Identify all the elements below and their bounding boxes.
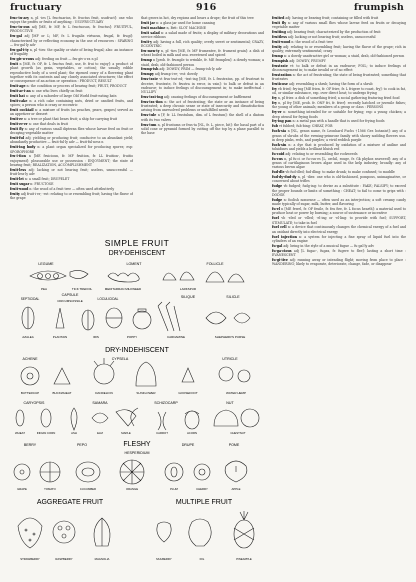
svg-text:CUCUMBER: CUCUMBER bbox=[79, 487, 97, 491]
entry-definition: n: a metal pan with a handle that is used for frying foods bbox=[292, 119, 385, 124]
entry-headword: fruit fly bbox=[272, 20, 287, 25]
entry-definition: n: a salad made of fruits; a display of military decorations and service ribbons bbox=[141, 30, 264, 39]
entry-headword: frumpish bbox=[272, 58, 289, 63]
svg-text:PEA: PEA bbox=[40, 287, 48, 291]
entry-headword: fu·cus bbox=[272, 156, 283, 161]
svg-text:BERRY: BERRY bbox=[23, 443, 37, 447]
svg-text:RASPBERRY: RASPBERRY bbox=[55, 557, 73, 561]
dictionary-entry bbox=[10, 177, 133, 181]
entry-definition: adj: DOWDY, PRIM — frump·ish·ly adv bbox=[159, 67, 222, 72]
svg-text:AZALEA: AZALEA bbox=[22, 335, 34, 339]
svg-text:CHERRY: CHERRY bbox=[196, 487, 208, 491]
left-dictionary-column bbox=[10, 16, 133, 236]
svg-text:MULBERRY: MULBERRY bbox=[156, 557, 172, 561]
entry-headword: fud·dy-dud·dy bbox=[272, 175, 297, 180]
entry-headword: fruit·let bbox=[10, 177, 24, 182]
dictionary-entry bbox=[10, 122, 133, 126]
entry-headword: frustration bbox=[272, 72, 292, 77]
svg-text:PLANTAIN: PLANTAIN bbox=[52, 335, 68, 339]
entry-definition: n: a device that continuously changes the chemical energy of a fuel and an oxidant directly into electrical energy bbox=[272, 225, 406, 234]
entry-definition: adj: causing feelings of discouragement or bafflement bbox=[163, 94, 252, 99]
dictionary-entry bbox=[272, 16, 406, 20]
entry-definition: n [ME fruicioun, fr. MF fruition, fr. LL fruition-, fruitio enjoyment]: pleasurable use or possession : ENJOYMENT; the state of bearing fruit; REALIZATION, ACCOMPLISHMENT bbox=[10, 154, 133, 167]
entry-headword: fruit bat bbox=[10, 93, 25, 98]
entry-definition: n [F, fr. LL frustulum, dim. of L frustum]: the shell of a diatom with its two valves bbox=[141, 113, 264, 122]
entry-definition: that grows in hot, dry regions and bears a drupe; the fruit of this tree bbox=[141, 16, 254, 20]
svg-text:PEPO: PEPO bbox=[77, 443, 87, 447]
entry-definition: adj: resembling a shrub; having the form of a shrub bbox=[288, 82, 373, 87]
entry-headword: fruit salad bbox=[141, 30, 160, 35]
plate-title: SIMPLE FRUIT bbox=[104, 238, 170, 248]
dictionary-entry bbox=[141, 77, 264, 94]
entry-headword: fry·ing pan bbox=[272, 119, 292, 124]
entry-definition: n, Brit: SLOT MACHINE bbox=[166, 25, 206, 30]
svg-text:PLUM: PLUM bbox=[170, 487, 178, 491]
entry-headword: fuel bbox=[272, 216, 279, 221]
dictionary-entry bbox=[141, 31, 264, 40]
svg-text:CARDAMINE: CARDAMINE bbox=[166, 335, 186, 339]
dictionary-entry bbox=[272, 73, 406, 82]
svg-text:GOOSEFOOT: GOOSEFOOT bbox=[178, 391, 198, 395]
dictionary-entry bbox=[141, 123, 264, 136]
entry-definition: vt: to balk or defeat in an endeavor; FOIL; to induce feelings of discouragement in; to make invalid or of no effect bbox=[272, 63, 406, 73]
entry-definition: adj: being in the style of a musical fugue — fu·gal·ly adv bbox=[283, 243, 375, 248]
dictionary-entry bbox=[141, 21, 264, 25]
dictionary-entry bbox=[272, 119, 406, 123]
entry-headword: fruit jar bbox=[141, 20, 156, 25]
entry-headword: fru·giv·o·rous bbox=[10, 57, 35, 62]
entry-definition: adj: feeding on fruit — fru·giv·o·ra n pl bbox=[35, 57, 98, 62]
entry-definition: n: a dowdy unattractive girl or woman; a staid, drab, old-fashioned person bbox=[284, 53, 405, 58]
dictionary-entry bbox=[272, 64, 406, 73]
svg-text:CHESTNUT: CHESTNUT bbox=[230, 431, 246, 435]
entry-definition: adj: yielding or producing fruit; conducive to an abundant yield; abundantly productive — fruit·ful·ly adv — fruit·ful·ness n bbox=[10, 136, 133, 145]
entry-headword: fry bbox=[272, 101, 277, 106]
entry-headword: frus·tra·tion bbox=[141, 99, 163, 104]
entry-headword: frump bbox=[272, 53, 283, 58]
dictionary-entry bbox=[10, 182, 133, 186]
entry-definition: n: any of various small dipteran flies whose larvae feed on fruit or decaying vegetable matter bbox=[10, 126, 133, 136]
svg-text:ACORN: ACORN bbox=[186, 431, 198, 435]
entry-definition: adj: lacking or not bearing fruit; useless, unsuccessful — fruit·less·ly adv bbox=[10, 167, 133, 177]
entry-definition: adj [L fugac-, fugax, fr. fugere to flee]: lasting a short time : EVANESCENT bbox=[272, 248, 406, 257]
svg-text:ELM: ELM bbox=[97, 431, 103, 435]
entry-definition: n: the condition or process of bearing fruit; FRUIT, PRODUCT bbox=[26, 84, 127, 89]
entry-headword: fu·ga·cious bbox=[272, 248, 292, 253]
entry-definition: n, pl -dies: one who is old-fashioned, pompous, unimaginative, or concerned about trifles bbox=[272, 175, 406, 184]
svg-text:ACHENE: ACHENE bbox=[22, 357, 38, 361]
entry-headword: fruit·age bbox=[10, 84, 26, 89]
entry-definition: n, pl frustums or frus·ta [NL, fr. L, piece, bit]: the basal part of a solid cone or pyramid formed by cutting off the top by a plane parallel to the base bbox=[141, 122, 264, 136]
entry-headword: fruit bbox=[10, 61, 19, 66]
entry-headword: fuel injection bbox=[272, 234, 297, 239]
entry-definition: n: the act of frustrating; the state of being frustrated; something that frustrates bbox=[272, 72, 406, 82]
entry-headword: fry·er bbox=[272, 110, 282, 115]
entry-headword: frump bbox=[141, 58, 152, 63]
entry-headword: frustrate bbox=[272, 63, 288, 68]
svg-text:STRAWBERRY: STRAWBERRY bbox=[20, 557, 40, 561]
entry-definition: vb fudged; fudg·ing: to devise as a substitute : FAKE; FALSIFY; to exceed the proper bounds or limits of something : CHEAT; to fail to come to grips with : DODGE bbox=[272, 184, 406, 197]
entry-headword: fruticose bbox=[272, 82, 288, 87]
loment-label: LOMENT bbox=[126, 262, 142, 266]
entry-definition: n: the wood of a fruit tree — often used attributively bbox=[29, 186, 115, 191]
entry-definition: n: a plant organ specialized for producing spores; esp: SPOROPHORE bbox=[10, 145, 133, 154]
svg-text:MAPLE: MAPLE bbox=[121, 431, 131, 435]
entry-headword: fub bbox=[272, 124, 278, 129]
entry-definition: n: any of a suborder of large Old World fruit-eating bats bbox=[25, 93, 117, 98]
entry-headword: fruity bbox=[272, 44, 282, 49]
svg-text:SCHIZOCARP: SCHIZOCARP bbox=[154, 401, 178, 405]
entry-definition: vb -eled or -elled; -el·ing or -el·ling: to provide with fuel; SUPPORT, STIMULATE; to take in fuel bbox=[272, 216, 406, 225]
entry-definition: n: a glass jar used for home canning bbox=[156, 20, 215, 25]
entry-definition: n: foolish nonsense — often used as an interjection; a soft creamy candy made typically of sugar, milk, butter, and flavoring bbox=[272, 197, 406, 207]
dictionary-entry bbox=[141, 49, 264, 58]
entry-definition: n, pl fry [ME, prob. fr. ONF fri, fr. frier]: recently hatched or juvenile fishes; the young of other animals; members of a group or class : PERSONS bbox=[272, 101, 406, 110]
right-dictionary-column bbox=[272, 16, 406, 572]
entry-definition: n: a small fruit; DRUPELET bbox=[24, 177, 70, 182]
entry-headword: fruitless bbox=[272, 34, 287, 39]
dictionary-entry bbox=[10, 89, 133, 93]
page-header bbox=[0, 0, 416, 15]
entry-headword: fruiting bbox=[272, 30, 286, 35]
entry-definition: adj: relating to or resembling fruit; having the flavor of the grape; rich in quality; extremely sentimental; crazy bbox=[272, 44, 406, 54]
dictionary-entry bbox=[272, 35, 406, 39]
entry-definition: n: one who lives chiefly on fruit bbox=[31, 88, 83, 93]
dictionary-entry bbox=[10, 145, 133, 154]
entry-headword: frus·trat·ing bbox=[141, 94, 163, 99]
group-aggregate-fruit: AGGREGATE FRUIT bbox=[36, 499, 104, 506]
entry-definition: adj: having or bearing fruit; containing or filled with fruit bbox=[285, 16, 379, 20]
dictionary-entry bbox=[272, 21, 406, 30]
svg-text:CYPSELA: CYPSELA bbox=[111, 357, 129, 361]
svg-text:CARROT: CARROT bbox=[156, 431, 168, 435]
dictionary-entry bbox=[10, 25, 133, 34]
svg-text:POME: POME bbox=[228, 443, 240, 447]
dictionary-entry bbox=[141, 95, 264, 99]
group-multiple-fruit: MULTIPLE FRUIT bbox=[175, 499, 233, 506]
dictionary-entry bbox=[141, 40, 264, 49]
entry-definition: adj [ME, fr. MF, fr. L fructuosus, fr. fructus]: FRUITFUL, PRODUCTIVE bbox=[10, 25, 133, 34]
svg-text:TICK TREFOIL: TICK TREFOIL bbox=[71, 287, 93, 291]
entry-headword: fruit machine bbox=[141, 25, 166, 30]
entry-headword: fruit·y bbox=[141, 39, 153, 44]
svg-text:SILIQUE: SILIQUE bbox=[180, 295, 196, 299]
entry-definition: adj: lacking or not bearing fruit; useless, unsuccessful bbox=[287, 34, 376, 39]
dictionary-entry bbox=[272, 225, 406, 234]
entry-headword: fruit·ful bbox=[10, 136, 25, 141]
entry-definition: adj: bearing fruit; characterized by the production of fruit bbox=[286, 30, 381, 35]
svg-text:CARYOPSIS: CARYOPSIS bbox=[23, 401, 45, 405]
dictionary-entry bbox=[272, 157, 406, 170]
entry-definition: n, pl fu·ci or fu·cus·es [L, orchil, rouge, fr. Gk phykos seaweed]: any of a genus of cartilaginous brown algae used in the kelp industry; broadly: any of various brown algae bbox=[272, 156, 406, 170]
entry-headword: fry bbox=[272, 86, 277, 91]
entry-definition: n: a rich cake containing nuts, dried or candied fruits, and spices; a person who is crazy or eccentric bbox=[10, 98, 133, 107]
svg-text:SUNFLOWER: SUNFLOWER bbox=[136, 391, 156, 395]
svg-text:MAGNOLIA: MAGNOLIA bbox=[94, 557, 110, 561]
entry-definition: n: one that deals in fruit bbox=[28, 121, 68, 126]
svg-text:TOMATO: TOMATO bbox=[44, 487, 56, 491]
entry-definition: n: something intended for or suitable for frying; esp: a young chicken; a deep utensil for frying foods bbox=[272, 110, 406, 119]
entry-definition: n: a dye that is produced by oxidation of a mixture of aniline and toluidines and yields a brilliant bluish red bbox=[272, 142, 406, 151]
entry-definition: adj: relating to or resembling the rockweeds bbox=[285, 151, 358, 156]
entry-definition: vb fried; fry·ing [ME frien, fr. OF frire, fr. L frigere to roast, fry]: to cook in fat, oil, or similar substance, esp. over direct heat; to undergo frying bbox=[272, 86, 406, 96]
entry-headword: fuch·sin bbox=[272, 142, 287, 147]
fruit-illustration-plate bbox=[8, 236, 266, 576]
dictionary-entry bbox=[10, 136, 133, 145]
dictionary-entry bbox=[272, 45, 406, 54]
svg-text:BUTTERCUP: BUTTERCUP bbox=[20, 391, 40, 395]
entry-headword: fruit·ing body bbox=[10, 145, 36, 150]
entry-definition: n [prob. fr. frumple to wrinkle, fr. ME fromplen]: a dowdy woman; a staid, drab, old-fashioned person bbox=[141, 58, 264, 67]
dictionary-entry bbox=[272, 40, 406, 44]
entry-headword: fru·men·ty bbox=[141, 49, 160, 54]
dictionary-entry bbox=[272, 96, 406, 100]
dictionary-entry bbox=[141, 58, 264, 67]
entry-definition: n, pl -ies [L fructuarius, fr. fructus fruit, usufruct]: one who enjoys the profits or fruits of anything : USUFRUCTUARY bbox=[10, 16, 133, 25]
left-guide-word: fructuary bbox=[10, 2, 62, 13]
dictionary-entry bbox=[272, 87, 406, 96]
dictionary-entry bbox=[141, 26, 264, 30]
dictionary-entry bbox=[272, 244, 406, 248]
entry-definition: n [ME fewel, fr. OF feuile, fr. feu fire, fr. L focus hearth]: a material used to produce heat or power by burning; a source of sustenance or incentive bbox=[272, 207, 406, 216]
entry-headword: fud·dle bbox=[272, 170, 285, 175]
entry-headword: fru·i·tion bbox=[10, 154, 26, 159]
dictionary-entry bbox=[272, 152, 406, 156]
page-number: 916 bbox=[196, 2, 217, 13]
svg-text:WHEAT: WHEAT bbox=[15, 431, 25, 435]
dictionary-entry bbox=[272, 129, 406, 142]
dictionary-entry bbox=[10, 48, 133, 57]
entry-headword: fry bbox=[272, 96, 277, 101]
svg-text:MEDITARRAN MILKWEED: MEDITARRAN MILKWEED bbox=[104, 287, 142, 291]
dictionary-entry bbox=[272, 124, 406, 128]
entry-headword: fu·gal bbox=[272, 243, 283, 248]
dictionary-entry bbox=[141, 113, 264, 122]
dictionary-entry bbox=[10, 57, 133, 61]
dictionary-entry bbox=[272, 207, 406, 216]
svg-text:CIRCUMSCISSILE: CIRCUMSCISSILE bbox=[57, 299, 83, 303]
entry-headword: fu·el bbox=[272, 207, 281, 212]
entry-definition: n: any of various small flies whose larvae feed on fruits or decaying vegetable matter bbox=[272, 20, 406, 30]
dictionary-entry bbox=[141, 16, 264, 20]
entry-headword: fruit·wood bbox=[10, 186, 29, 191]
entry-definition: vt fubbed; fub·bing: CHEAT, FOB bbox=[278, 124, 333, 129]
dictionary-entry bbox=[272, 110, 406, 119]
dictionary-entry bbox=[141, 72, 264, 76]
middle-dictionary-column bbox=[141, 16, 264, 236]
entry-definition: n: a tree or plant that bears fruit; a ship for carrying fruit bbox=[23, 117, 117, 122]
svg-text:POPPY: POPPY bbox=[126, 335, 138, 339]
entry-headword: frus·tule bbox=[141, 113, 157, 118]
dictionary-entry bbox=[272, 54, 406, 58]
group-dry-indehiscent: DRY-INDEHISCENT bbox=[105, 347, 169, 354]
entry-definition: n: the act of frustrating; the state or an instance of being frustrated; a deep chronic sense or state of insecurity and dissatisfaction arising from unresolved problems or unfulfilled needs bbox=[141, 99, 264, 113]
dictionary-entry bbox=[272, 249, 406, 258]
dictionary-entry bbox=[272, 258, 406, 267]
dictionary-entry bbox=[272, 175, 406, 184]
dictionary-entry bbox=[10, 94, 133, 98]
entry-headword: fruc·tu·ous bbox=[10, 25, 30, 30]
entry-headword: fru·gal·i·ty bbox=[10, 47, 29, 52]
svg-text:PINEAPPLE: PINEAPPLE bbox=[236, 557, 252, 561]
svg-text:WATER HEMP: WATER HEMP bbox=[226, 391, 246, 395]
entry-headword: fudge bbox=[272, 184, 283, 189]
entry-headword: fuel cell bbox=[272, 225, 287, 230]
svg-text:NUT: NUT bbox=[226, 401, 234, 405]
entry-headword: fru·gal bbox=[10, 34, 22, 39]
entry-definition: n: a mixture of fruits (as peaches, pears, grapes) served as an appetizer or dessert bbox=[10, 107, 133, 117]
dictionary-entry bbox=[10, 168, 133, 177]
svg-text:INDIAN CORN: INDIAN CORN bbox=[36, 431, 56, 435]
svg-text:BUCKWHEAT: BUCKWHEAT bbox=[52, 391, 72, 395]
entry-headword: fruit sugar bbox=[10, 181, 30, 186]
dictionary-entry bbox=[272, 198, 406, 207]
entry-headword: fu·coid bbox=[272, 151, 285, 156]
dictionary-entry bbox=[10, 127, 133, 136]
dictionary-entry bbox=[10, 16, 133, 25]
svg-text:GRAPE: GRAPE bbox=[17, 487, 27, 491]
entry-definition: adj [MF or L; MF, fr. L frugalis virtuous, frugal, fr. frugi]: characterized by or reflecting economy in the use of resources : SPARING — fru·gal·ly adv bbox=[10, 34, 133, 47]
dictionary-entry bbox=[10, 108, 133, 117]
entry-definition: n, pl fries: a dish of something fried; a social gathering featuring fried food bbox=[277, 96, 400, 101]
svg-text:IRIS: IRIS bbox=[93, 335, 99, 339]
entry-headword: frumpy bbox=[141, 72, 154, 77]
entry-definition: adj: having a full, rich quality; overly sweet or sentimental; CRAZY, ECCENTRIC bbox=[141, 39, 264, 49]
svg-text:DRUPE: DRUPE bbox=[181, 443, 195, 447]
entry-definition: n: FRUCTOSE bbox=[30, 181, 54, 186]
entry-headword: fruit·er·er bbox=[10, 121, 28, 126]
entry-headword: fruited bbox=[272, 16, 285, 20]
svg-text:SILICLE: SILICLE bbox=[226, 295, 240, 299]
svg-text:LOCULICIDAL: LOCULICIDAL bbox=[97, 297, 119, 301]
svg-text:ASH: ASH bbox=[71, 431, 77, 435]
dictionary-entry bbox=[10, 62, 133, 83]
entry-headword: frus·trate bbox=[141, 77, 158, 82]
entry-headword: fu·gi·tive bbox=[272, 257, 288, 262]
dictionary-entry bbox=[272, 59, 406, 63]
svg-text:CAPSULE: CAPSULE bbox=[61, 293, 79, 297]
dictionary-entry bbox=[10, 99, 133, 108]
svg-text:SAMARA: SAMARA bbox=[92, 401, 108, 405]
dictionary-entry bbox=[272, 82, 406, 86]
entry-headword: fruit·er bbox=[10, 117, 23, 122]
entry-definition: n [NL, genus name, fr. Leonhard Fuchs †1566 Ger. botanist]: any of a genus of shrubs of the evening-primrose family with showy nodding flowers usu. in deep pinks, reds, and purples; a vivid reddish purple bbox=[272, 129, 406, 142]
entry-headword: fruit·cake bbox=[10, 98, 28, 103]
dictionary-entry bbox=[272, 30, 406, 34]
dictionary-entry bbox=[10, 187, 133, 191]
right-guide-word: frumpish bbox=[353, 2, 404, 13]
svg-text:SEPTICIDAL: SEPTICIDAL bbox=[20, 297, 40, 301]
entry-headword: frump·ish bbox=[141, 67, 159, 72]
dictionary-entry bbox=[272, 101, 406, 110]
entry-definition: adj fruit·i·er; -est: relating to or resembling fruit; having the flavor of the grape bbox=[10, 191, 133, 201]
entry-definition: n: the wood of a fruit tree bbox=[291, 39, 334, 44]
entry-definition: adj: DOWDY, FRUMPY bbox=[289, 58, 326, 63]
svg-text:DANDELION: DANDELION bbox=[95, 391, 113, 395]
dictionary-entry bbox=[272, 143, 406, 152]
svg-text:APPLE: APPLE bbox=[231, 487, 241, 491]
legume-label: LEGUME bbox=[38, 262, 54, 266]
svg-text:UTRICLE: UTRICLE bbox=[222, 357, 238, 361]
entry-headword: fruit fly bbox=[10, 126, 24, 131]
dictionary-entry bbox=[10, 117, 133, 121]
entry-headword: fudge bbox=[272, 197, 283, 202]
entry-headword: fruit cocktail bbox=[10, 107, 34, 112]
dictionary-entry bbox=[272, 216, 406, 225]
entry-definition: n [ME, fr. OF, fr. L fructus fruit, use, fr. frui to enjoy]: a product of plant growth (as grain, vegetables, or cotton); the usually edible reproductive body of a seed plant; the ripened ovary of a flowering plant together with its contents and any closely associated structures; the effect or consequence of an action or operation : PRODUCT, RESULT bbox=[10, 61, 133, 84]
dictionary-entry bbox=[10, 154, 133, 167]
entry-headword: fruity bbox=[10, 191, 20, 196]
entry-definition: vt frus·trat·ed; -trat·ing [ME, fr. L frustratus, pp. of frustrari to deceive, frustrate, fr. frustra in error, in vain]: to balk or defeat in an endeavor; to induce feelings of discouragement in; to make ineffectual : NULLIFY bbox=[141, 77, 264, 95]
entry-headword: fruit·ar·i·an bbox=[10, 88, 31, 93]
entry-definition: n, pl -ties [ME, fr. MF frumentee, fr. frument grain]: a dish of wheat boiled in milk and usu. sweetened and spiced bbox=[141, 49, 264, 58]
dictionary-entry bbox=[141, 100, 264, 113]
svg-text:LARKSPUR: LARKSPUR bbox=[179, 287, 197, 291]
svg-text:HESPERIDIUM: HESPERIDIUM bbox=[124, 451, 150, 455]
entry-headword: frus·tum bbox=[141, 122, 157, 127]
entry-headword: fruit·wood bbox=[272, 39, 291, 44]
dictionary-entry bbox=[10, 34, 133, 47]
dictionary-entry bbox=[272, 170, 406, 174]
entry-definition: vb fud·dled; fud·dling: to make drunk; to make confused; to muddle bbox=[285, 170, 395, 175]
group-dry-dehiscent: DRY-DEHISCENT bbox=[108, 250, 166, 257]
entry-definition: adj: running away or intending flight; moving from place to place : WANDERING; likely to evaporate, deteriorate, change, fade, or disappear bbox=[272, 257, 406, 267]
svg-text:SHEPHERD'S PURSE: SHEPHERD'S PURSE bbox=[214, 335, 246, 339]
entry-headword: fuch·sia bbox=[272, 129, 287, 134]
dictionary-entry bbox=[141, 67, 264, 71]
entry-definition: n: a system for injecting a fine spray of liquid fuel into the cylinders of an engine bbox=[272, 234, 406, 243]
follicle-label: FOLLICLE bbox=[206, 262, 224, 266]
entry-definition: adj frump·i·er; -est: dowdy bbox=[154, 72, 198, 77]
dictionary-entry bbox=[272, 235, 406, 244]
entry-headword: fruc·tu·ary bbox=[10, 16, 29, 20]
svg-text:FIG: FIG bbox=[199, 557, 205, 561]
dictionary-entry bbox=[10, 192, 133, 201]
entry-definition: n, pl -ties: the quality or state of being frugal; also: an instance of frugality bbox=[10, 47, 133, 57]
group-fleshy: FLESHY bbox=[123, 441, 151, 448]
dictionary-entry bbox=[10, 84, 133, 88]
svg-text:ORANGE: ORANGE bbox=[125, 487, 139, 491]
dictionary-entry bbox=[272, 184, 406, 197]
entry-headword: fruit·less bbox=[10, 167, 26, 172]
